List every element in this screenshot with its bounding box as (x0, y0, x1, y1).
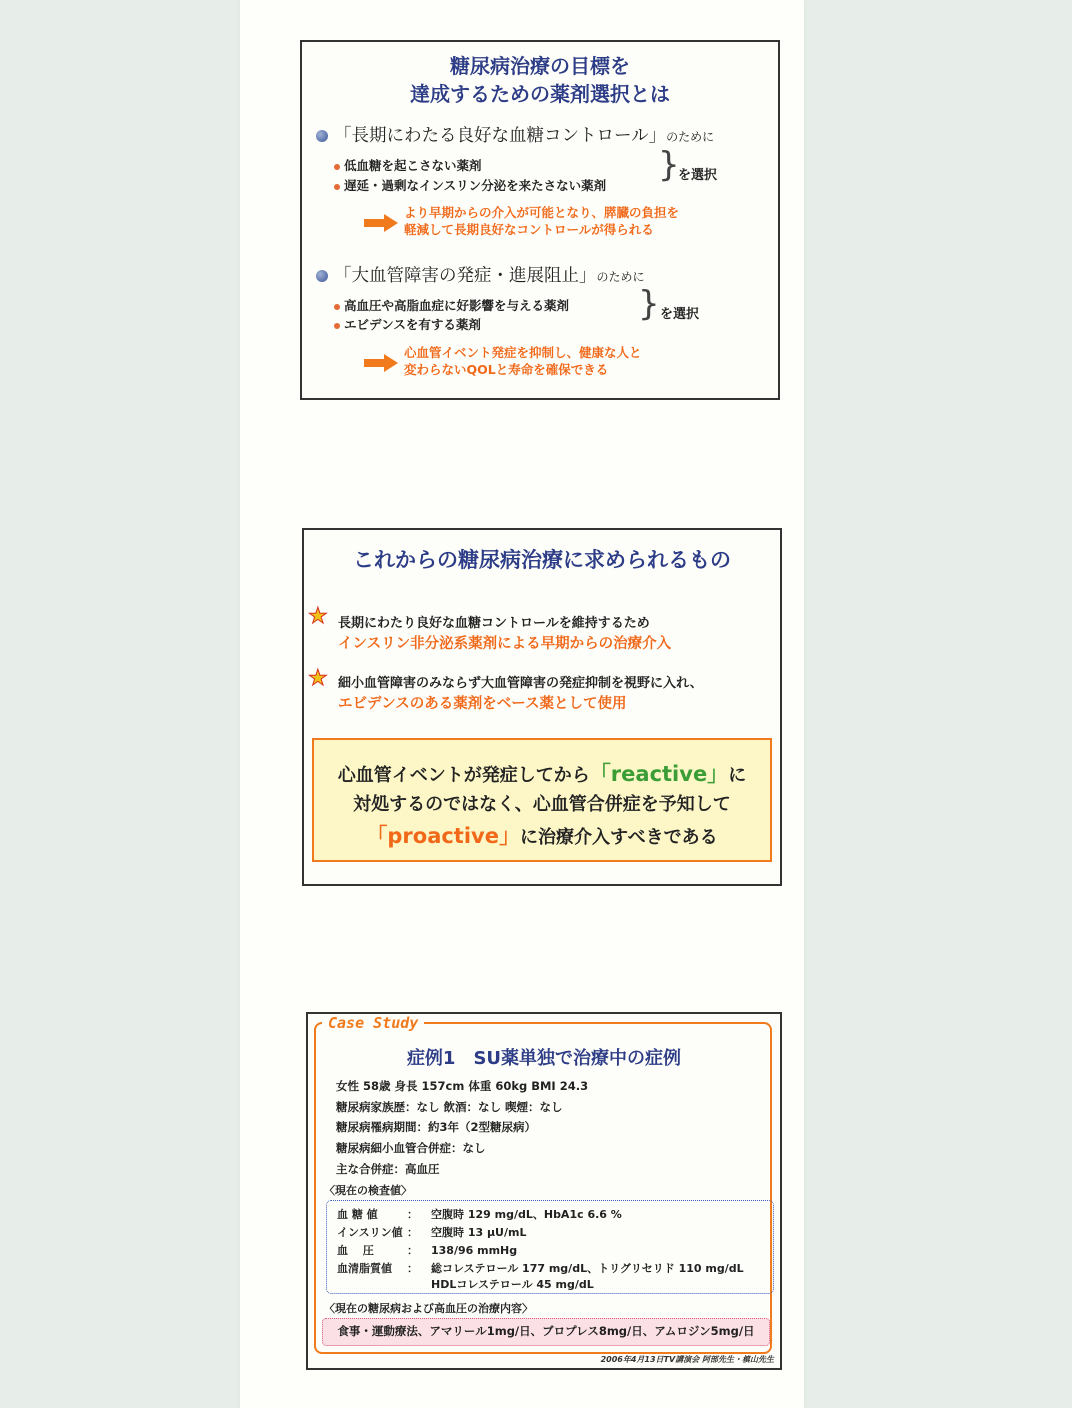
patient-info-line: 糖尿病家族歴：なし 飲酒：なし 喫煙：なし (336, 1100, 563, 1114)
section1-result (404, 204, 679, 238)
patient-info-line: 糖尿病細小血管合併症：なし (336, 1141, 486, 1155)
slide-drug-selection-goals (300, 40, 780, 400)
key-message-line2: 対処するのではなく、心血管合併症を予知して (353, 794, 731, 815)
star-icon: ★ (308, 604, 328, 629)
slide1-title (302, 52, 778, 108)
slide2-title: これからの糖尿病治療に求められるもの (353, 548, 731, 572)
lab-key: インスリン値 (337, 1226, 403, 1239)
orange-dot-icon (334, 164, 340, 170)
point1-text: 長期にわたり良好な血糖コントロールを維持するため (338, 616, 650, 631)
patient-info-line: 糖尿病罹病期間：約3年（2型糖尿病） (336, 1120, 537, 1134)
brace-icon: } (638, 284, 660, 324)
slide-future-treatment (302, 528, 782, 886)
lab-value: 138/96 mmHg (431, 1244, 518, 1257)
star-icon: ★ (308, 666, 328, 691)
section2-bullet-text: エビデンスを有する薬剤 (344, 317, 481, 332)
lab-row (337, 1242, 517, 1258)
lab-value: 総コレステロール 177 mg/dL、トリグリセリド 110 mg/dL (431, 1262, 744, 1275)
slide1-title-line2: 達成するための薬剤選択とは (410, 82, 670, 106)
slide-case-study (306, 1012, 782, 1370)
section1-heading-text: 「長期にわたる良好な血糖コントロール」 (334, 126, 667, 146)
lab-value: 空腹時 13 μU/mL (431, 1226, 527, 1239)
patient-info-line: 主な合併症：高血圧 (336, 1162, 440, 1176)
point2-highlight: エビデンスのある薬剤をベース薬として使用 (338, 696, 627, 712)
section1-bullet (334, 156, 482, 174)
section1-bullet-text: 遅延・過剰なインスリン分泌を来たさない薬剤 (344, 178, 607, 193)
section1-bullet-text: 低血糖を起こさない薬剤 (344, 158, 482, 173)
treatment-box: 食事・運動療法、アマリール1mg/日、ブロプレス8mg/日、アムロジン5mg/日 (322, 1318, 770, 1346)
key-message-line1-end: に (728, 765, 747, 786)
section2-bullet (334, 296, 569, 314)
lab-row (337, 1206, 622, 1222)
section2-bullet (334, 315, 481, 333)
section1-select-label: を選択 (678, 168, 718, 183)
point2-text: 細小血管障害のみならず大血管障害の発症抑制を視野に入れ、 (338, 676, 703, 691)
key-message-line1 (314, 758, 770, 788)
patient-info-line: 女性 58歳 身長 157cm 体重 60kg BMI 24.3 (336, 1079, 589, 1093)
proactive-keyword: 「proactive」 (366, 824, 520, 848)
key-message-line3-text: に治療介入すべきである (519, 827, 718, 848)
source-credit: 2006年4月13日TV講演会 阿部先生・槙山先生 (600, 1355, 774, 1364)
section1-heading-suffix: のために (666, 130, 715, 144)
lab-value: HDLコレステロール 45 mg/dL (431, 1278, 594, 1291)
key-message-line1-text: 心血管イベントが発症してから (337, 765, 590, 786)
lab-row (337, 1224, 526, 1240)
lab-row (337, 1260, 744, 1276)
lab-row (337, 1276, 594, 1292)
brace-icon: } (658, 145, 680, 185)
slide1-title-line1: 糖尿病治療の目標を (450, 54, 630, 78)
lab-key: 血 圧 (337, 1244, 374, 1257)
case-title: 症例1 SU薬単独で治療中の症例 (406, 1048, 682, 1069)
section1-bullet (334, 176, 606, 194)
orange-dot-icon (334, 304, 340, 310)
orange-dot-icon (334, 323, 340, 329)
blue-ball-bullet-icon (316, 270, 328, 282)
case-study-tag: Case Study (322, 1014, 424, 1032)
section2-heading (316, 262, 645, 287)
point1-highlight: インスリン非分泌系薬剤による早期からの治療介入 (338, 636, 672, 652)
section2-bullet-text: 高血圧や高脂血症に好影響を与える薬剤 (344, 298, 570, 313)
reactive-keyword: 「reactive」 (589, 762, 729, 786)
section1-result-line2: 軽減して長期良好なコントロールが得られる (404, 222, 654, 237)
lab-key: 血清脂質値 (337, 1262, 392, 1275)
lab-colon: ： (407, 1226, 418, 1239)
key-message-box (312, 738, 772, 862)
lab-values-header: 〈現在の検査値〉 (324, 1184, 412, 1197)
orange-dot-icon (334, 184, 340, 190)
lab-colon: ： (407, 1244, 418, 1257)
section1-result-line1: より早期からの介入が可能となり、膵臓の負担を (404, 205, 680, 220)
section2-select-label: を選択 (660, 307, 700, 322)
section2-result-line2: 変わらないQOLと寿命を確保できる (404, 362, 609, 377)
lab-values-box (326, 1200, 774, 1294)
treatment-header: 〈現在の糖尿病および高血圧の治療内容〉 (324, 1302, 533, 1315)
lab-value: 空腹時 129 mg/dL、HbA1c 6.6 % (431, 1208, 622, 1221)
orange-arrow-icon (364, 214, 398, 232)
orange-arrow-icon (364, 354, 398, 372)
blue-ball-bullet-icon (316, 130, 328, 142)
section2-result (404, 344, 642, 378)
section2-heading-text: 「大血管障害の発症・進展阻止」 (334, 266, 597, 286)
key-message-line3 (314, 820, 770, 850)
section2-result-line1: 心血管イベント発症を抑制し、健康な人と (404, 345, 642, 360)
section2-heading-suffix: のために (596, 270, 645, 284)
lab-key: 血 糖 値 (337, 1208, 378, 1221)
section1-heading (316, 122, 714, 147)
lab-colon: ： (407, 1208, 418, 1221)
lab-colon: ： (407, 1262, 418, 1275)
